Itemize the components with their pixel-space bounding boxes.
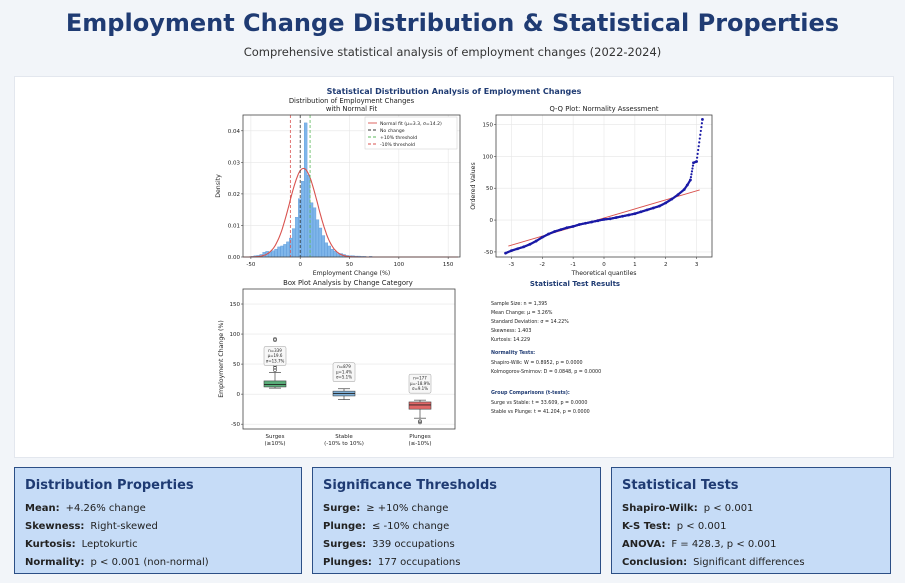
figure-suptitle: Statistical Distribution Analysis of Employment Changes: [326, 87, 582, 96]
stats-normality-line: Shapiro-Wilk: W = 0.8952, p = 0.0000: [491, 361, 583, 366]
qq-point: [640, 210, 643, 213]
hist-ytick-label: 0.00: [227, 255, 240, 261]
qq-ytick-label: 100: [482, 154, 493, 161]
qq-point: [698, 145, 700, 147]
qq-ylabel: Ordered Values: [470, 162, 477, 210]
row-value: 339 occupations: [372, 539, 455, 550]
qq-xtick-label: -2: [539, 262, 546, 268]
figure-svg: [15, 77, 893, 457]
row-value: F = 428.3, p < 0.001: [671, 539, 777, 550]
hist-bar: [325, 243, 328, 257]
card-row-ks: [622, 521, 880, 532]
box-stats-text: μ=19.6: [267, 353, 283, 359]
hist-ytick-label: 0.04: [227, 128, 240, 135]
card-row-plunges: [323, 557, 590, 568]
stats-line: Sample Size: n = 1,395: [491, 302, 548, 307]
box-stats-text: n=339: [268, 348, 282, 354]
box-category-label: (-10% to 10%): [324, 441, 364, 447]
qq-point: [559, 228, 562, 231]
card-row-skewness: [25, 521, 291, 532]
page-subtitle: Comprehensive statistical analysis of employment changes (2022-2024): [243, 45, 662, 59]
hist-bar: [334, 251, 337, 257]
qq-title: Q-Q Plot: Normality Assessment: [549, 105, 659, 113]
hist-legend-label: No change: [380, 128, 405, 134]
card-row-surge: [323, 503, 590, 514]
qq-point: [698, 141, 700, 143]
row-label: Plunges:: [323, 557, 372, 568]
hist-xtick-label: 100: [393, 262, 405, 268]
box-category-label: Plunges: [409, 434, 431, 440]
qq-point: [529, 243, 532, 246]
stats-line: Skewness: 1.403: [491, 329, 532, 334]
qq-point: [541, 236, 544, 239]
box-category-label: Surges: [265, 434, 285, 440]
hist-bar: [313, 208, 316, 257]
hist-normal-fit: [243, 168, 458, 257]
qq-xtick-label: 0: [602, 262, 606, 268]
box-category-label: (≥10%): [264, 441, 286, 447]
qq-point: [627, 214, 630, 217]
hist-xtick-label: 150: [442, 262, 454, 268]
stats-line: Kurtosis: 14.229: [491, 338, 530, 343]
hist-ytick-label: 0.01: [227, 223, 240, 230]
hist-ylabel: Density: [215, 174, 222, 198]
hist-bar: [278, 247, 281, 257]
hist-bar: [301, 181, 304, 257]
qq-ytick-label: 50: [486, 186, 493, 193]
box-rect: [409, 402, 431, 409]
box-ytick-label: 50: [233, 362, 240, 369]
row-value: Leptokurtic: [81, 539, 138, 550]
hist-title: Distribution of Employment Changes: [288, 97, 415, 105]
qq-point: [691, 170, 693, 172]
qq-xlabel: Theoretical quantiles: [571, 270, 637, 277]
qq-point: [695, 160, 698, 163]
row-label: Shapiro-Wilk:: [622, 503, 698, 514]
box-stats-text: σ=9.1%: [411, 386, 429, 392]
stats-line: Standard Deviation: σ = 14.22%: [491, 320, 569, 325]
qq-point: [697, 149, 699, 151]
stats-group-line: Stable vs Plunge: t = 41.204, p = 0.0000: [491, 410, 590, 415]
qq-point: [689, 179, 692, 182]
row-label: Surge:: [323, 503, 361, 514]
qq-point: [504, 252, 507, 255]
row-value: p < 0.001: [676, 521, 727, 532]
qq-point: [516, 247, 519, 250]
qq-point: [609, 217, 612, 220]
hist-xtick-label: -50: [246, 262, 256, 268]
card-title: Significance Thresholds: [323, 478, 498, 493]
row-label: ANOVA:: [622, 539, 666, 550]
box-stats-text: σ=13.7%: [265, 358, 285, 364]
card-row-anova: [622, 539, 880, 550]
row-value: Right-skewed: [90, 521, 158, 532]
hist-ytick-label: 0.02: [227, 191, 240, 198]
row-label: Plunge:: [323, 521, 366, 532]
qq-point: [522, 245, 525, 248]
hist-bar: [307, 175, 310, 257]
hist-legend-label: -10% threshold: [380, 142, 415, 148]
hist-legend-label: +10% threshold: [380, 135, 418, 141]
qq-point: [535, 240, 538, 243]
card-row-surges: [323, 539, 590, 550]
row-label: Normality:: [25, 557, 85, 568]
row-label: Surges:: [323, 539, 367, 550]
row-value: +4.26% change: [65, 503, 146, 514]
qq-point: [691, 167, 693, 169]
qq-point: [596, 219, 599, 222]
hist-legend-label: Normal fit (μ=3.3, σ=14.2): [380, 121, 442, 127]
stats-normality-title: Normality Tests:: [491, 351, 536, 356]
hist-bar: [286, 242, 289, 257]
qq-point: [692, 165, 694, 167]
card-row-normality: [25, 557, 291, 568]
card-row-plunge: [323, 521, 590, 532]
qq-point: [690, 173, 692, 175]
qq-point: [683, 188, 686, 191]
qq-xtick-label: 1: [633, 262, 637, 268]
hist-bar: [272, 251, 275, 257]
qq-point: [701, 122, 703, 124]
hist-bar: [331, 249, 334, 257]
row-value: p < 0.001: [703, 503, 754, 514]
hist-bar: [275, 249, 278, 257]
row-label: Skewness:: [25, 521, 85, 532]
box-category-label: (≤-10%): [408, 441, 432, 447]
page-title: Employment Change Distribution & Statistical Properties: [65, 9, 840, 37]
box-stats-text: μ=-18.9%: [409, 380, 431, 386]
qq-point: [699, 134, 701, 136]
qq-ytick-label: 0: [489, 218, 493, 225]
card-row-kurtosis: [25, 539, 291, 550]
qq-point: [615, 216, 618, 219]
card-statistical-tests: [611, 467, 891, 574]
figure-panel: [14, 76, 894, 458]
qq-point: [697, 153, 699, 155]
hist-bar: [283, 244, 286, 257]
qq-point: [696, 157, 698, 159]
box-stats-text: μ=1.4%: [335, 369, 353, 375]
stats-line: Mean Change: μ = 3.26%: [491, 311, 553, 316]
row-label: K-S Test:: [622, 521, 671, 532]
row-label: Conclusion:: [622, 557, 688, 568]
qq-point: [670, 198, 673, 201]
hist-xtick-label: 50: [346, 262, 354, 268]
qq-point: [677, 193, 680, 196]
card-title: Statistical Tests: [622, 478, 739, 493]
qq-point: [686, 184, 689, 187]
stats-group-title: Group Comparisons (t-tests):: [491, 391, 570, 396]
box-stats-text: σ=5.1%: [335, 374, 353, 380]
stats-group-line: Surge vs Stable: t = 33.609, p = 0.0000: [491, 401, 588, 406]
row-value: 177 occupations: [377, 557, 461, 568]
qq-point: [621, 215, 624, 218]
hist-xlabel: Employment Change (%): [312, 270, 391, 277]
hist-bar: [292, 229, 295, 257]
hist-bar: [304, 123, 307, 257]
hist-bar: [280, 246, 283, 257]
qq-point: [658, 205, 661, 208]
box-category-label: Stable: [335, 434, 353, 440]
qq-point: [590, 221, 593, 224]
box-title: Box Plot Analysis by Change Category: [283, 279, 413, 287]
qq-point: [578, 223, 581, 226]
box-stats-text: n=879: [337, 364, 351, 370]
qq-point: [664, 201, 667, 204]
hist-bar: [295, 217, 298, 257]
qq-point: [700, 130, 702, 132]
row-label: Kurtosis:: [25, 539, 76, 550]
row-value: ≤ -10% change: [371, 521, 450, 532]
hist-ytick-label: 0.03: [227, 160, 240, 167]
qq-point: [692, 161, 695, 164]
qq-point: [652, 207, 655, 210]
qq-xtick-label: -1: [570, 262, 576, 268]
hist-bar: [298, 199, 301, 257]
card-row-mean: [25, 503, 291, 514]
hist-bar: [319, 228, 322, 257]
row-value: ≥ +10% change: [366, 503, 449, 514]
qq-point: [584, 222, 587, 225]
box-ytick-label: -50: [231, 422, 240, 429]
qq-point: [633, 212, 636, 215]
stats-normality-line: Kolmogorov-Smirnov: D = 0.0848, p = 0.0000: [491, 370, 602, 375]
stats-title: Statistical Test Results: [529, 280, 621, 288]
qq-point: [603, 218, 606, 221]
qq-xtick-label: -3: [508, 262, 515, 268]
hist-bar: [316, 220, 319, 257]
hist-bar: [328, 246, 331, 257]
qq-point: [572, 225, 575, 228]
hist-bar: [289, 238, 292, 257]
qq-ytick-label: 150: [482, 122, 493, 129]
qq-point: [690, 176, 692, 178]
box-ytick-label: 100: [229, 332, 240, 339]
qq-point: [566, 226, 569, 229]
qq-point: [699, 137, 701, 139]
box-ytick-label: 0: [236, 392, 240, 399]
qq-point: [646, 208, 649, 211]
box-rect: [264, 381, 286, 387]
card-significance-thresholds: [312, 467, 601, 574]
row-value: p < 0.001 (non-normal): [90, 557, 209, 568]
card-title: Distribution Properties: [25, 478, 194, 493]
hist-title-line2: with Normal Fit: [325, 105, 378, 113]
card-row-shapiro: [622, 503, 880, 514]
qq-xtick-label: 3: [694, 262, 699, 268]
box-stats-text: n=177: [413, 375, 427, 381]
qq-xtick-label: 2: [663, 262, 668, 268]
row-value: Significant differences: [693, 557, 805, 568]
qq-ytick-label: -50: [484, 249, 493, 256]
qq-point: [553, 230, 556, 233]
hist-bar: [322, 236, 325, 257]
qq-point: [700, 126, 702, 128]
box-ylabel: Employment Change (%): [218, 320, 225, 398]
qq-point: [547, 233, 550, 236]
qq-point: [701, 118, 704, 121]
hist-bar: [310, 203, 313, 257]
box-ytick-label: 150: [229, 302, 240, 309]
card-distribution-properties: [14, 467, 302, 574]
qq-point: [510, 249, 513, 252]
hist-xtick-label: 0: [298, 262, 302, 268]
row-label: Mean:: [25, 503, 60, 514]
card-row-conclusion: [622, 557, 880, 568]
